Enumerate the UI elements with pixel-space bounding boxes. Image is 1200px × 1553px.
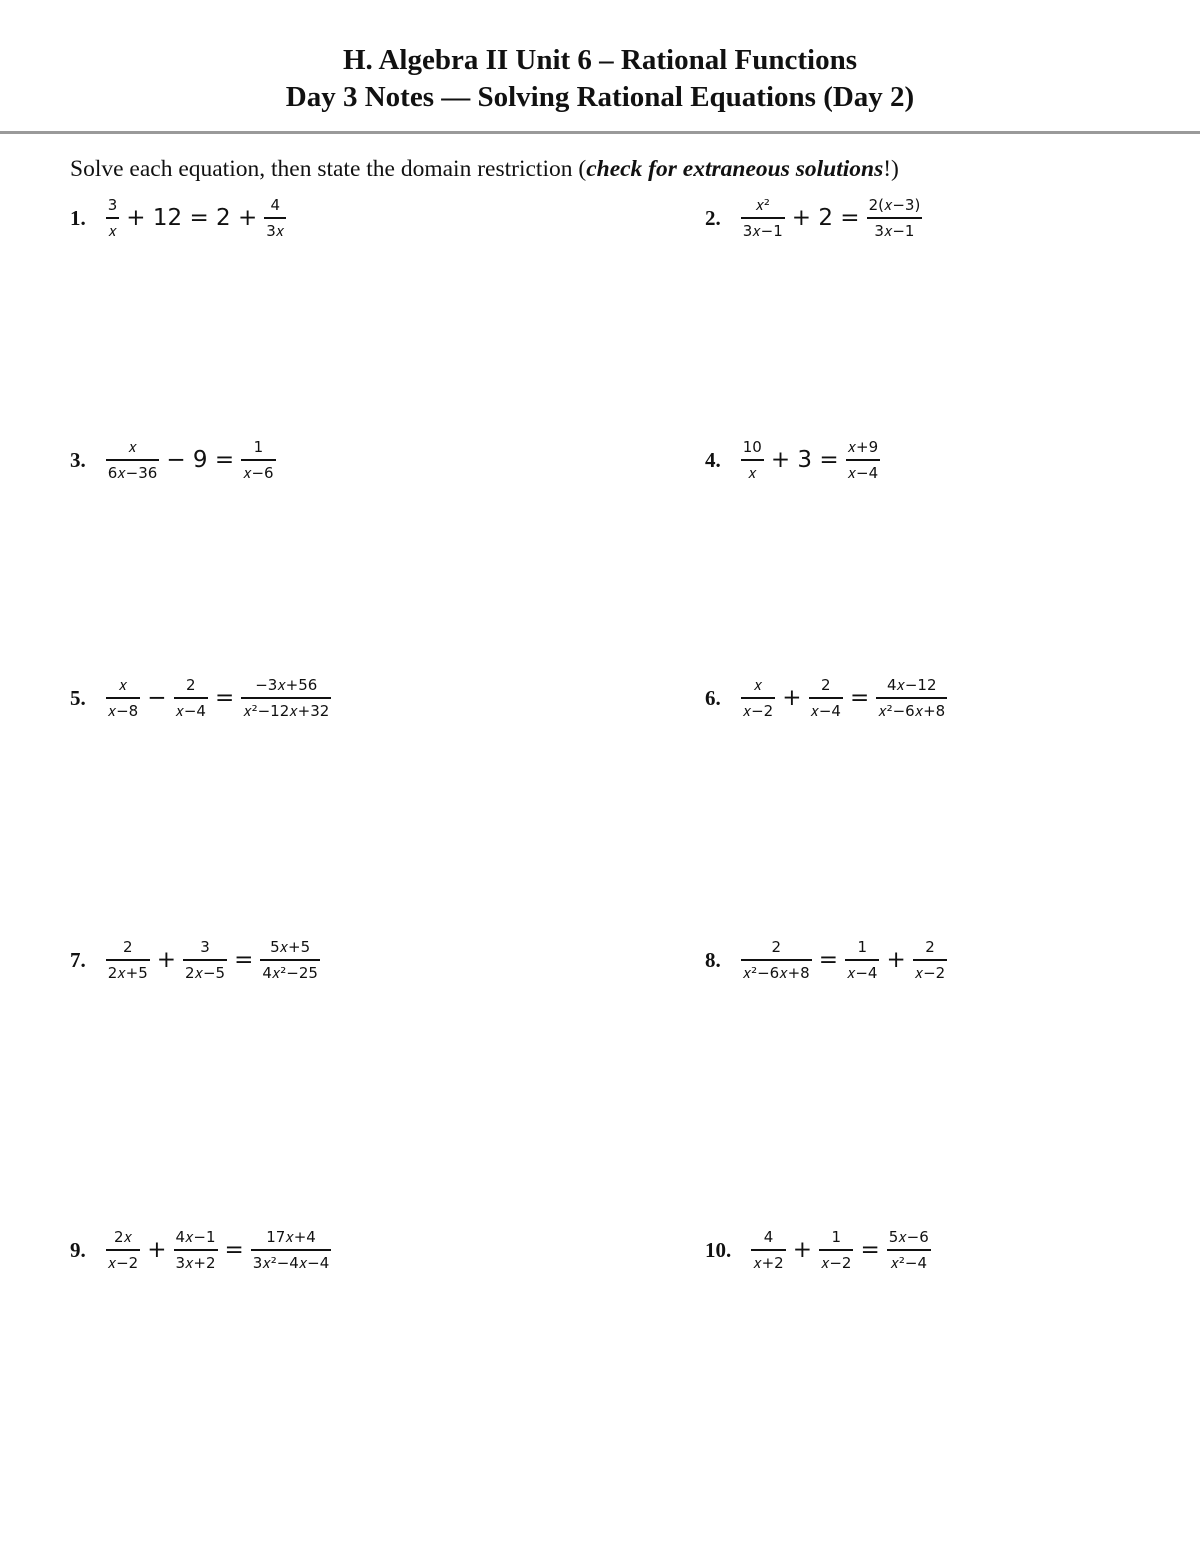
problem-number: 10. — [705, 1237, 732, 1262]
operator: + 12 = 2 + — [126, 205, 258, 231]
numerator: −3𝑥+56 — [255, 676, 318, 694]
numerator: 2(𝑥−3) — [868, 196, 921, 214]
fraction — [241, 675, 331, 721]
numerator: 3 — [107, 196, 118, 214]
fraction — [241, 437, 275, 483]
denominator: 6𝑥−36 — [107, 464, 158, 482]
denominator: 𝑥−8 — [107, 702, 139, 720]
equation — [749, 1227, 933, 1273]
fraction-bar — [741, 959, 812, 961]
operator: + — [792, 1237, 812, 1263]
fraction — [174, 675, 208, 721]
fraction-bar — [876, 697, 947, 699]
fraction — [751, 1227, 785, 1273]
numerator: 4𝑥−1 — [175, 1228, 216, 1246]
fraction — [809, 675, 843, 721]
numerator: 2 — [925, 938, 935, 956]
numerator: 1 — [831, 1228, 841, 1246]
fraction — [741, 675, 775, 721]
fraction-bar — [741, 459, 764, 461]
page-subtitle: Day 3 Notes — Solving Rational Equations (Day 2) — [285, 81, 915, 113]
problem-8 — [705, 930, 949, 990]
fraction-bar — [867, 217, 923, 219]
fraction — [106, 1227, 140, 1273]
denominator: 3𝑥−1 — [742, 222, 783, 240]
numerator: 2 — [185, 676, 196, 694]
denominator: 𝑥−4 — [810, 702, 841, 720]
equation — [104, 937, 322, 983]
operator: + — [782, 685, 802, 711]
fraction — [876, 675, 947, 721]
operator: + 3 = — [770, 447, 839, 473]
fraction-bar — [106, 1249, 140, 1251]
instruction-emphasis: check for extraneous solutions — [586, 156, 884, 182]
fraction-bar — [106, 217, 120, 219]
fraction — [819, 1227, 853, 1273]
problem-number: 9. — [70, 1237, 86, 1262]
fraction — [913, 937, 947, 983]
operator: + — [156, 947, 177, 973]
fraction — [174, 1227, 218, 1273]
denominator: 𝑥−6 — [243, 464, 274, 482]
operator: = — [849, 685, 870, 711]
equation — [739, 437, 882, 483]
numerator: 𝑥² — [755, 196, 770, 214]
fraction-bar — [241, 459, 275, 461]
equation — [104, 675, 334, 721]
numerator: 10 — [742, 438, 762, 456]
problem-number: 3. — [70, 447, 86, 472]
instruction-text: Solve each equation, then state the domain restriction ( — [70, 156, 587, 182]
fraction — [260, 937, 320, 983]
fraction — [887, 1227, 931, 1273]
denominator: 𝑥²−4 — [890, 1254, 927, 1272]
numerator: 2 — [771, 938, 781, 956]
numerator: 1 — [857, 938, 867, 956]
denominator: 2𝑥−5 — [185, 964, 226, 982]
fraction-bar — [846, 459, 880, 461]
numerator: 2 — [122, 938, 133, 956]
fraction — [264, 195, 286, 241]
equation — [104, 195, 288, 241]
fraction-bar — [819, 1249, 853, 1251]
operator: = — [860, 1237, 880, 1263]
denominator: 𝑥 — [748, 464, 757, 482]
problem-number: 6. — [705, 685, 721, 710]
fraction-bar — [241, 697, 331, 699]
equation — [739, 675, 949, 721]
problem-number: 8. — [705, 947, 721, 972]
fraction — [846, 437, 880, 483]
numerator: 4 — [270, 196, 280, 214]
denominator: 𝑥²−6𝑥+8 — [742, 964, 810, 982]
denominator: 𝑥−2 — [914, 964, 946, 982]
fraction — [106, 195, 120, 241]
denominator: 𝑥−2 — [821, 1254, 852, 1272]
document-header — [0, 42, 1200, 116]
denominator: 𝑥−4 — [847, 464, 879, 482]
problem-4 — [705, 430, 882, 490]
fraction-bar — [809, 697, 843, 699]
fraction-bar — [106, 959, 150, 961]
instructions — [70, 156, 899, 183]
equation — [104, 437, 278, 483]
fraction — [845, 937, 879, 983]
fraction-bar — [260, 959, 320, 961]
denominator: 𝑥 — [108, 222, 117, 240]
operator: = — [224, 1237, 244, 1263]
numerator: 4𝑥−12 — [886, 676, 937, 694]
numerator: 2𝑥 — [114, 1228, 132, 1246]
equation — [104, 1227, 334, 1273]
numerator: 17𝑥+4 — [266, 1228, 316, 1246]
problem-1 — [70, 188, 288, 248]
operator: + — [886, 947, 906, 973]
fraction-bar — [887, 1249, 931, 1251]
problem-7 — [70, 930, 322, 990]
instruction-end: !) — [883, 156, 899, 182]
numerator: 𝑥+9 — [847, 438, 879, 456]
denominator: 𝑥−2 — [107, 1254, 139, 1272]
problem-5 — [70, 668, 333, 728]
problem-10 — [705, 1220, 933, 1280]
operator: − — [147, 685, 167, 711]
fraction-bar — [913, 959, 947, 961]
fraction — [867, 195, 923, 241]
numerator: 𝑥 — [118, 676, 128, 694]
fraction-bar — [106, 459, 160, 461]
fraction — [183, 937, 227, 983]
fraction-bar — [751, 1249, 785, 1251]
denominator: 𝑥−4 — [846, 964, 878, 982]
equation — [739, 937, 949, 983]
problem-number: 4. — [705, 447, 721, 472]
denominator: 3𝑥²−4𝑥−4 — [252, 1254, 330, 1272]
fraction-bar — [741, 217, 785, 219]
operator: + — [147, 1237, 167, 1263]
numerator: 𝑥 — [753, 676, 763, 694]
denominator: 3𝑥 — [266, 222, 285, 240]
operator: = — [234, 947, 254, 973]
problem-3 — [70, 430, 278, 490]
problem-number: 5. — [70, 685, 86, 710]
operator: + 2 = — [791, 205, 860, 231]
fraction-bar — [174, 1249, 218, 1251]
header-divider — [0, 131, 1200, 134]
operator: − 9 = — [166, 447, 235, 473]
problem-9 — [70, 1220, 333, 1280]
fraction-bar — [264, 217, 286, 219]
denominator: 4𝑥²−25 — [262, 964, 318, 982]
numerator: 𝑥 — [128, 438, 137, 456]
problem-number: 2. — [705, 205, 721, 230]
operator: = — [818, 947, 838, 973]
denominator: 𝑥−4 — [175, 702, 206, 720]
denominator: 𝑥²−6𝑥+8 — [878, 702, 946, 720]
fraction — [106, 675, 140, 721]
fraction — [741, 437, 764, 483]
problem-6 — [705, 668, 949, 728]
page-title: H. Algebra II Unit 6 – Rational Functions — [343, 44, 857, 76]
fraction-bar — [183, 959, 227, 961]
numerator: 5𝑥−6 — [888, 1228, 929, 1246]
problem-2 — [705, 188, 924, 248]
operator: = — [214, 685, 235, 711]
fraction — [106, 437, 160, 483]
fraction — [741, 937, 812, 983]
problem-number: 1. — [70, 205, 86, 230]
denominator: 𝑥−2 — [742, 702, 774, 720]
numerator: 4 — [763, 1228, 774, 1246]
denominator: 2𝑥+5 — [107, 964, 148, 982]
numerator: 3 — [200, 938, 210, 956]
fraction-bar — [174, 697, 208, 699]
denominator: 3𝑥−1 — [874, 222, 915, 240]
fraction-bar — [106, 697, 140, 699]
equation — [739, 195, 925, 241]
fraction — [251, 1227, 332, 1273]
numerator: 2 — [820, 676, 831, 694]
denominator: 3𝑥+2 — [175, 1254, 216, 1272]
problem-number: 7. — [70, 947, 86, 972]
fraction — [741, 195, 785, 241]
denominator: 𝑥²−12𝑥+32 — [243, 702, 330, 720]
numerator: 1 — [253, 438, 264, 456]
fraction-bar — [845, 959, 879, 961]
fraction-bar — [251, 1249, 332, 1251]
fraction-bar — [741, 697, 775, 699]
denominator: 𝑥+2 — [753, 1254, 784, 1272]
numerator: 5𝑥+5 — [270, 938, 311, 956]
fraction — [106, 937, 150, 983]
